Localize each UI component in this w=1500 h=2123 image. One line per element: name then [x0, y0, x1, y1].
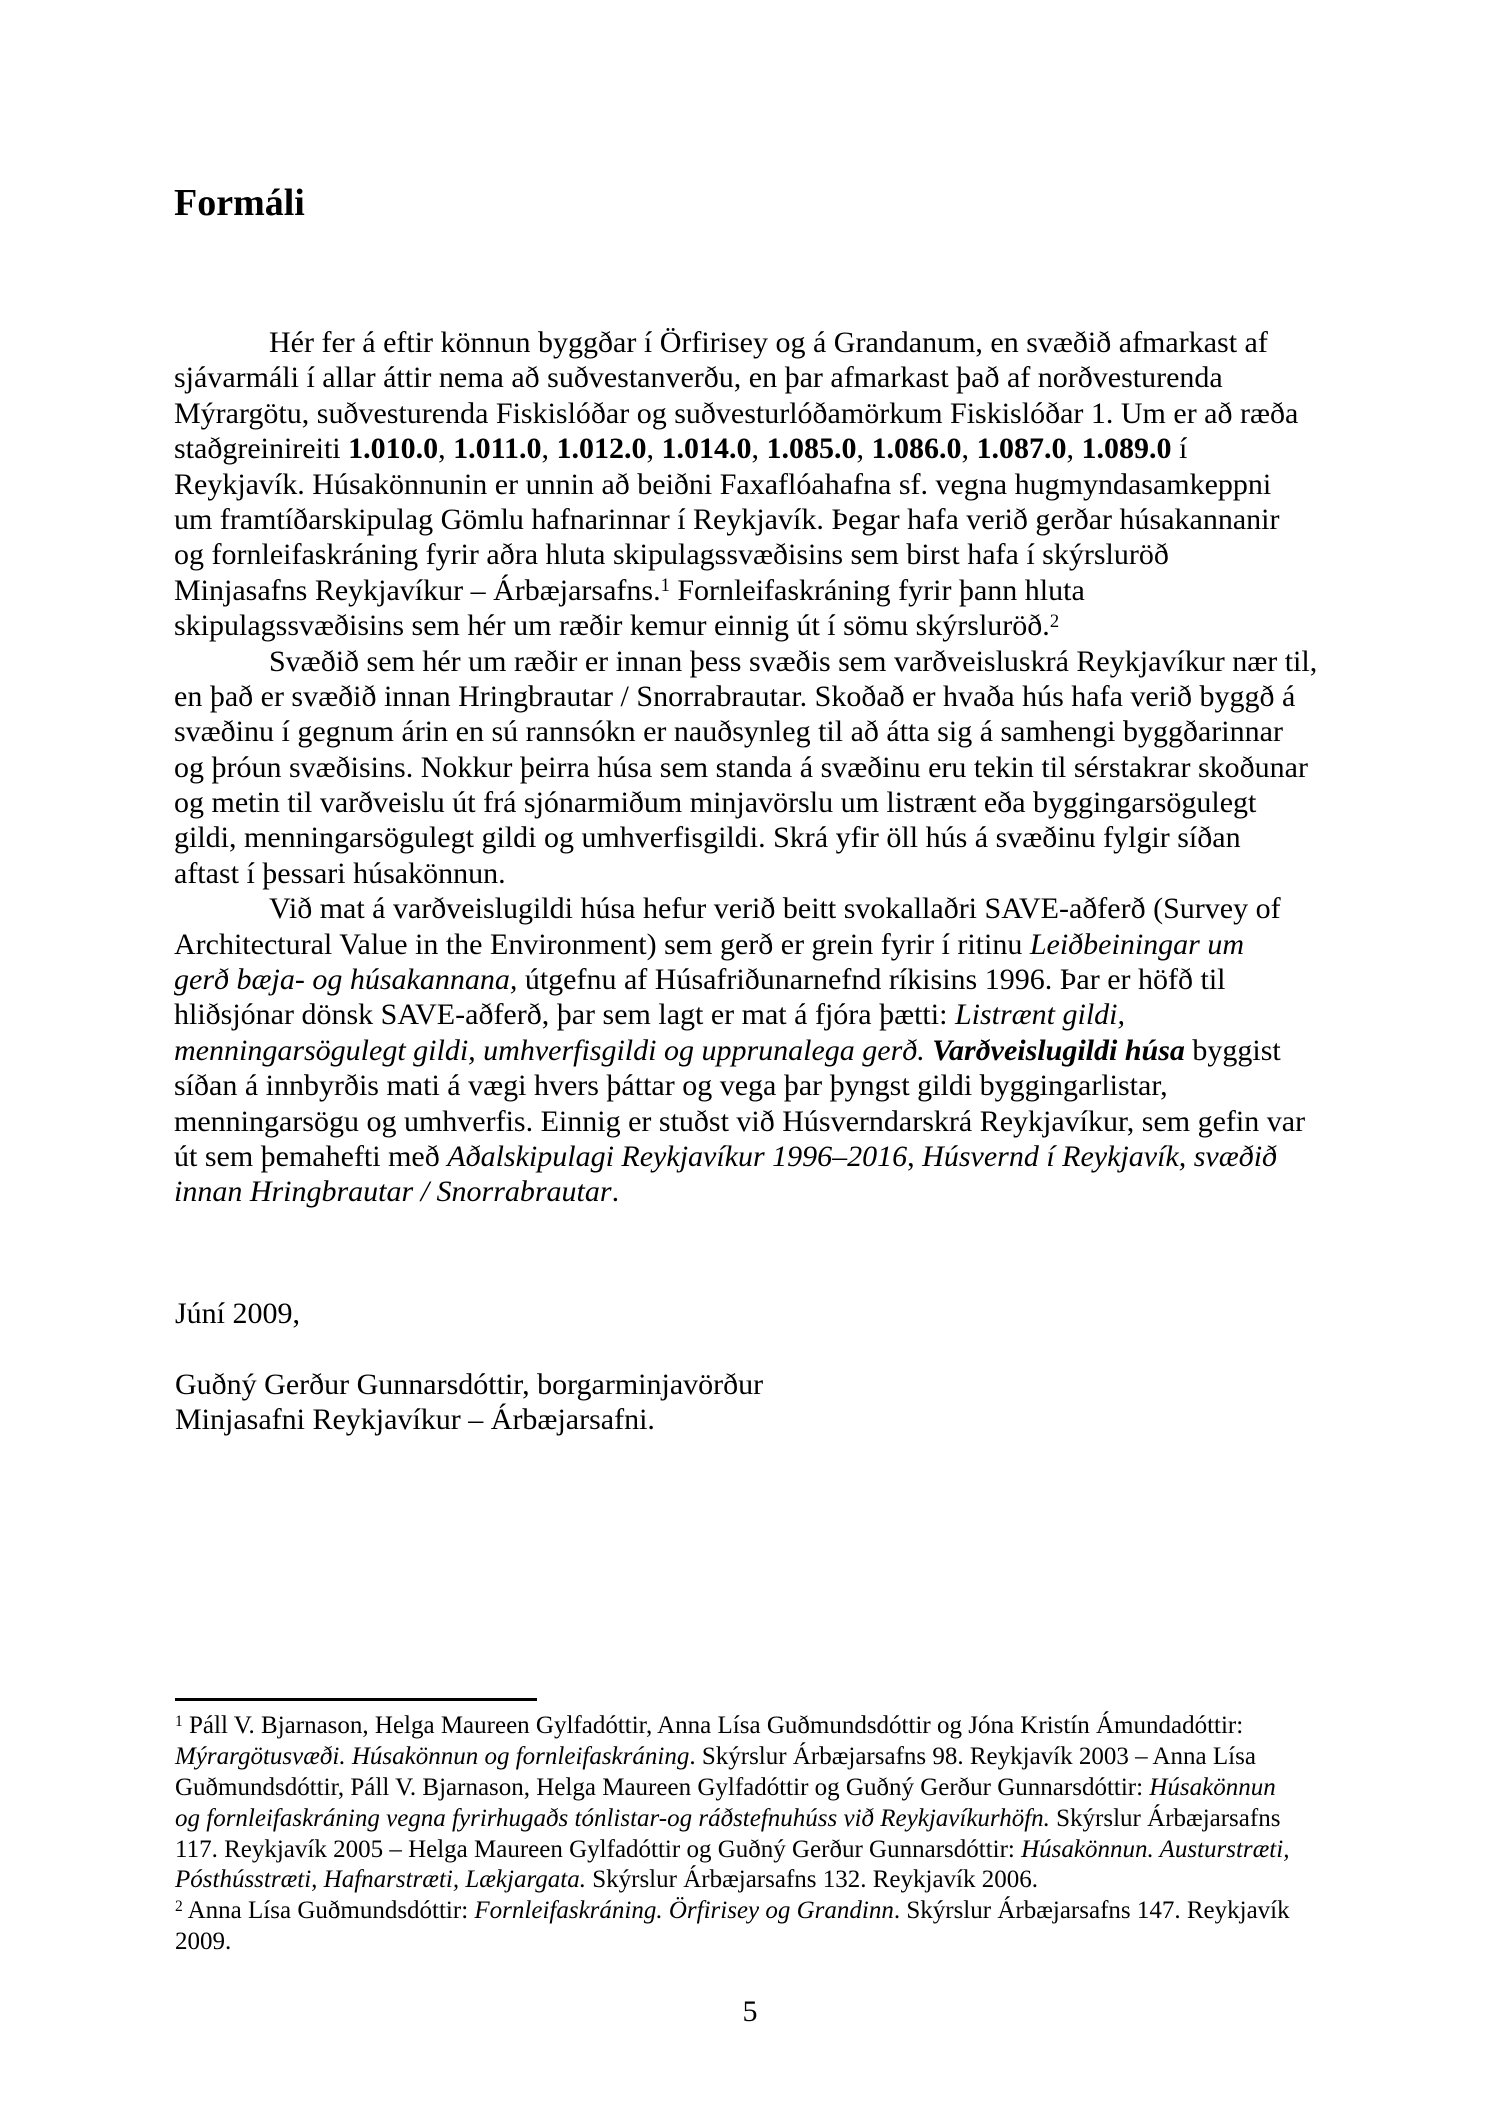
text-segment: staðgreinireiti [174, 432, 349, 466]
text-segment: Leiðbeiningar um [1029, 927, 1245, 961]
text-line [174, 537, 1354, 572]
text-segment: , [1066, 432, 1082, 466]
text-segment: Húsakönnun. Austurstræti, [1021, 1835, 1290, 1863]
text-segment: , [751, 432, 767, 466]
text-segment: 1.010.0 [348, 432, 439, 466]
text-segment: útgefnu af Húsafriðunarnefnd ríkisins 1996. Þar er höfð til [517, 963, 1226, 997]
text-segment: um framtíðarskipulag Gömlu hafnarinnar í Reykjavík. Þegar hafa verið gerðar húsakannanir [174, 502, 1280, 536]
footnote-ref: 1 [175, 1713, 183, 1731]
text-line [175, 1331, 1075, 1366]
text-segment: Aðalskipulagi Reykjavíkur 1996–2016 [447, 1139, 908, 1173]
text-segment: Minjasafni Reykjavíkur – Árbæjarsafni. [175, 1403, 655, 1437]
text-line [175, 1742, 1365, 1773]
text-line [174, 750, 1354, 785]
footnote-ref: 2 [175, 1898, 183, 1916]
text-line [174, 856, 1354, 891]
text-line [174, 714, 1354, 749]
text-line [175, 1296, 1075, 1331]
text-segment: Páll V. Bjarnason, Helga Maureen Gylfadóttir, Anna Lísa Guðmundsdóttir og Jóna Kristín Ámundadóttir: [182, 1712, 1244, 1739]
text-segment: sjávarmáli í allar áttir nema að suðvestanverðu, en þar afmarkast það af norðvesturenda [174, 361, 1223, 395]
text-segment: Við mat á varðveislugildi húsa hefur verið beitt svokallaðri SAVE-aðferð (Survey of [269, 892, 1281, 926]
text-segment: skipulagssvæðisins sem hér um ræðir kemur einnig út í sömu skýrsluröð. [174, 609, 1050, 643]
text-line [175, 1402, 1075, 1437]
text-segment: aftast í þessari húsakönnun. [174, 856, 506, 890]
text-segment: gerð bæja- og húsakannana, [174, 963, 518, 997]
text-segment: út sem þemahefti með [174, 1139, 448, 1173]
signature-block [175, 1296, 1075, 1438]
text-segment: 1.011.0 [453, 432, 542, 466]
text-line [174, 396, 1354, 431]
text-line [174, 1033, 1354, 1068]
text-segment: Mýrargötusvæði. Húsakönnun og fornleifaskráning [175, 1742, 690, 1770]
text-segment: gildi, menningarsögulegt gildi og umhverfisgildi. Skrá yfir öll hús á svæðinu fylgir síðan [174, 821, 1241, 855]
text-segment: Svæðið sem hér um ræðir er innan þess svæðis sem varðveisluskrá Reykjavíkur nær til, [269, 644, 1318, 678]
text-segment: og þróun svæðisins. Nokkur þeirra húsa sem standa á svæðinu eru tekin til sérstakrar skoðunar [174, 750, 1308, 784]
text-segment: Skýrslur Árbæjarsafns 132. Reykjavík 2006. [585, 1866, 1039, 1894]
paragraph-3 [174, 891, 1354, 1210]
footnote-ref: 1 [660, 575, 670, 597]
text-segment: , [907, 1139, 923, 1173]
text-line [174, 997, 1354, 1032]
text-line [175, 1896, 1365, 1927]
text-segment: 2009. [175, 1928, 232, 1956]
text-line [174, 1174, 1354, 1209]
text-line [174, 1068, 1354, 1103]
text-segment: Pósthússtræti, Hafnarstræti, Lækjargata. [175, 1866, 586, 1894]
text-segment: svæðinu í gegnum árin en sú rannsókn er nauðsynleg til að átta sig á samhengi byggðarinnar [174, 715, 1283, 749]
text-segment: og metin til varðveislu út frá sjónarmiðum minjavörslu um listrænt eða byggingarsögulegt [174, 786, 1257, 820]
paragraph-2 [174, 644, 1354, 892]
text-segment: Architectural Value in the Environment) sem gerð er grein fyrir í ritinu [174, 927, 1030, 961]
text-segment: Skýrslur Árbæjarsafns [1049, 1804, 1281, 1832]
text-line [174, 1139, 1354, 1174]
text-segment: 1.012.0 [556, 432, 647, 466]
text-line [174, 820, 1354, 855]
text-line [175, 1927, 1365, 1958]
text-line [174, 360, 1354, 395]
text-segment: menningarsögulegt gildi, umhverfisgildi og upprunalega gerð. [174, 1033, 925, 1067]
text-segment: 117. Reykjavík 2005 – Helga Maureen Gylfadóttir og Guðný Gerður Gunnarsdóttir: [175, 1835, 1022, 1863]
text-segment: síðan á innbyrðis mati á vægi hvers þáttar og vega þar þyngst gildi byggingarlistar, [174, 1069, 1168, 1103]
text-segment: byggist [1184, 1033, 1281, 1067]
text-line [174, 608, 1354, 643]
text-segment: Mýrargötu, suðvesturenda Fiskislóðar og suðvesturlóðamörkum Fiskislóðar 1. Um er að ræða [174, 396, 1299, 430]
footnote-separator [175, 1698, 537, 1701]
text-segment: 1.085.0 [766, 432, 857, 466]
text-segment: og fornleifaskráning vegna fyrirhugaðs tónlistar-og ráðstefnuhúss við Reykjavíkurhöfn. [175, 1804, 1050, 1832]
text-segment: , [438, 432, 454, 466]
footnote-ref: 2 [1049, 610, 1060, 632]
text-line [174, 962, 1354, 997]
text-segment: innan Hringbrautar / Snorrabrautar [174, 1175, 612, 1209]
text-segment: . [611, 1175, 620, 1209]
text-segment: í [1171, 432, 1188, 466]
text-line [174, 467, 1354, 502]
page-number: 5 [742, 1995, 758, 2028]
text-segment: Listrænt gildi, [954, 998, 1125, 1032]
text-segment: , [961, 432, 977, 466]
text-segment: menningarsögu og umhverfis. Einnig er stuðst við Húsverndarskrá Reykjavíkur, sem gefin var [174, 1104, 1306, 1138]
text-segment: Húsakönnun [1149, 1773, 1276, 1801]
text-segment: Minjasafns Reykjavíkur – Árbæjarsafns. [174, 573, 661, 607]
text-line [174, 679, 1354, 714]
text-segment: Varðveislugildi húsa [932, 1033, 1185, 1067]
footnote-2 [175, 1896, 1365, 1958]
text-line [175, 1865, 1365, 1896]
text-line [174, 431, 1354, 466]
text-line [175, 1773, 1365, 1804]
text-line [175, 1367, 1075, 1402]
text-segment: Júní 2009, [175, 1297, 301, 1330]
paragraph-1 [174, 325, 1354, 644]
text-segment: , [541, 432, 557, 466]
text-line [174, 644, 1354, 679]
text-segment: , [856, 432, 872, 466]
text-segment: . Skýrslur Árbæjarsafns 147. Reykjavík [893, 1897, 1290, 1925]
text-segment: Fornleifaskráning. Örfirisey og Grandinn [474, 1897, 894, 1925]
text-line [175, 1711, 1365, 1742]
text-line [174, 927, 1354, 962]
text-segment: Guðný Gerður Gunnarsdóttir, borgarminjavörður [175, 1367, 764, 1401]
text-line [174, 785, 1354, 820]
text-segment: Guðmundsdóttir, Páll V. Bjarnason, Helga Maureen Gylfadóttir og Guðný Gerður Gunnarsdóttir: [175, 1773, 1150, 1801]
text-segment: . Skýrslur Árbæjarsafns 98. Reykjavík 2003 – Anna Lísa [689, 1742, 1256, 1770]
text-segment: 1.086.0 [871, 432, 962, 466]
text-segment: 1.087.0 [976, 432, 1067, 466]
text-segment: 1.089.0 [1081, 432, 1172, 466]
footnotes [175, 1711, 1365, 1958]
text-segment: , [646, 432, 662, 466]
text-line [175, 1835, 1365, 1866]
text-segment: Hér fer á eftir könnun byggðar í Örfirisey og á Grandanum, en svæðið afmarkast af [269, 326, 1268, 359]
text-segment: en það er svæðið innan Hringbrautar / Snorrabrautar. Skoðað er hvaða hús hafa verið byggð á [174, 679, 1296, 713]
text-line [174, 502, 1354, 537]
text-segment: 1.014.0 [661, 432, 752, 466]
text-segment: hliðsjónar dönsk SAVE-aðferð, þar sem lagt er mat á fjóra þætti: [174, 998, 955, 1032]
text-segment: Reykjavík. Húsakönnunin er unnin að beiðni Faxaflóahafna sf. vegna hugmyndasamkeppni [174, 467, 1272, 501]
footnote-1 [175, 1711, 1365, 1896]
text-line [174, 573, 1354, 608]
text-segment: og fornleifaskráning fyrir aðra hluta skipulagssvæðisins sem birst hafa í skýrsluröð [174, 538, 1169, 572]
page-title: Formáli [174, 182, 305, 224]
text-line [175, 1804, 1365, 1835]
text-segment: Fornleifaskráning fyrir þann hluta [669, 573, 1085, 607]
body-text [174, 325, 1354, 1210]
text-line [174, 1104, 1354, 1139]
text-segment: Húsvernd í Reykjavík, svæðið [922, 1139, 1278, 1173]
text-line [174, 325, 1354, 360]
text-segment: Anna Lísa Guðmundsdóttir: [182, 1897, 475, 1925]
text-line [174, 891, 1354, 926]
